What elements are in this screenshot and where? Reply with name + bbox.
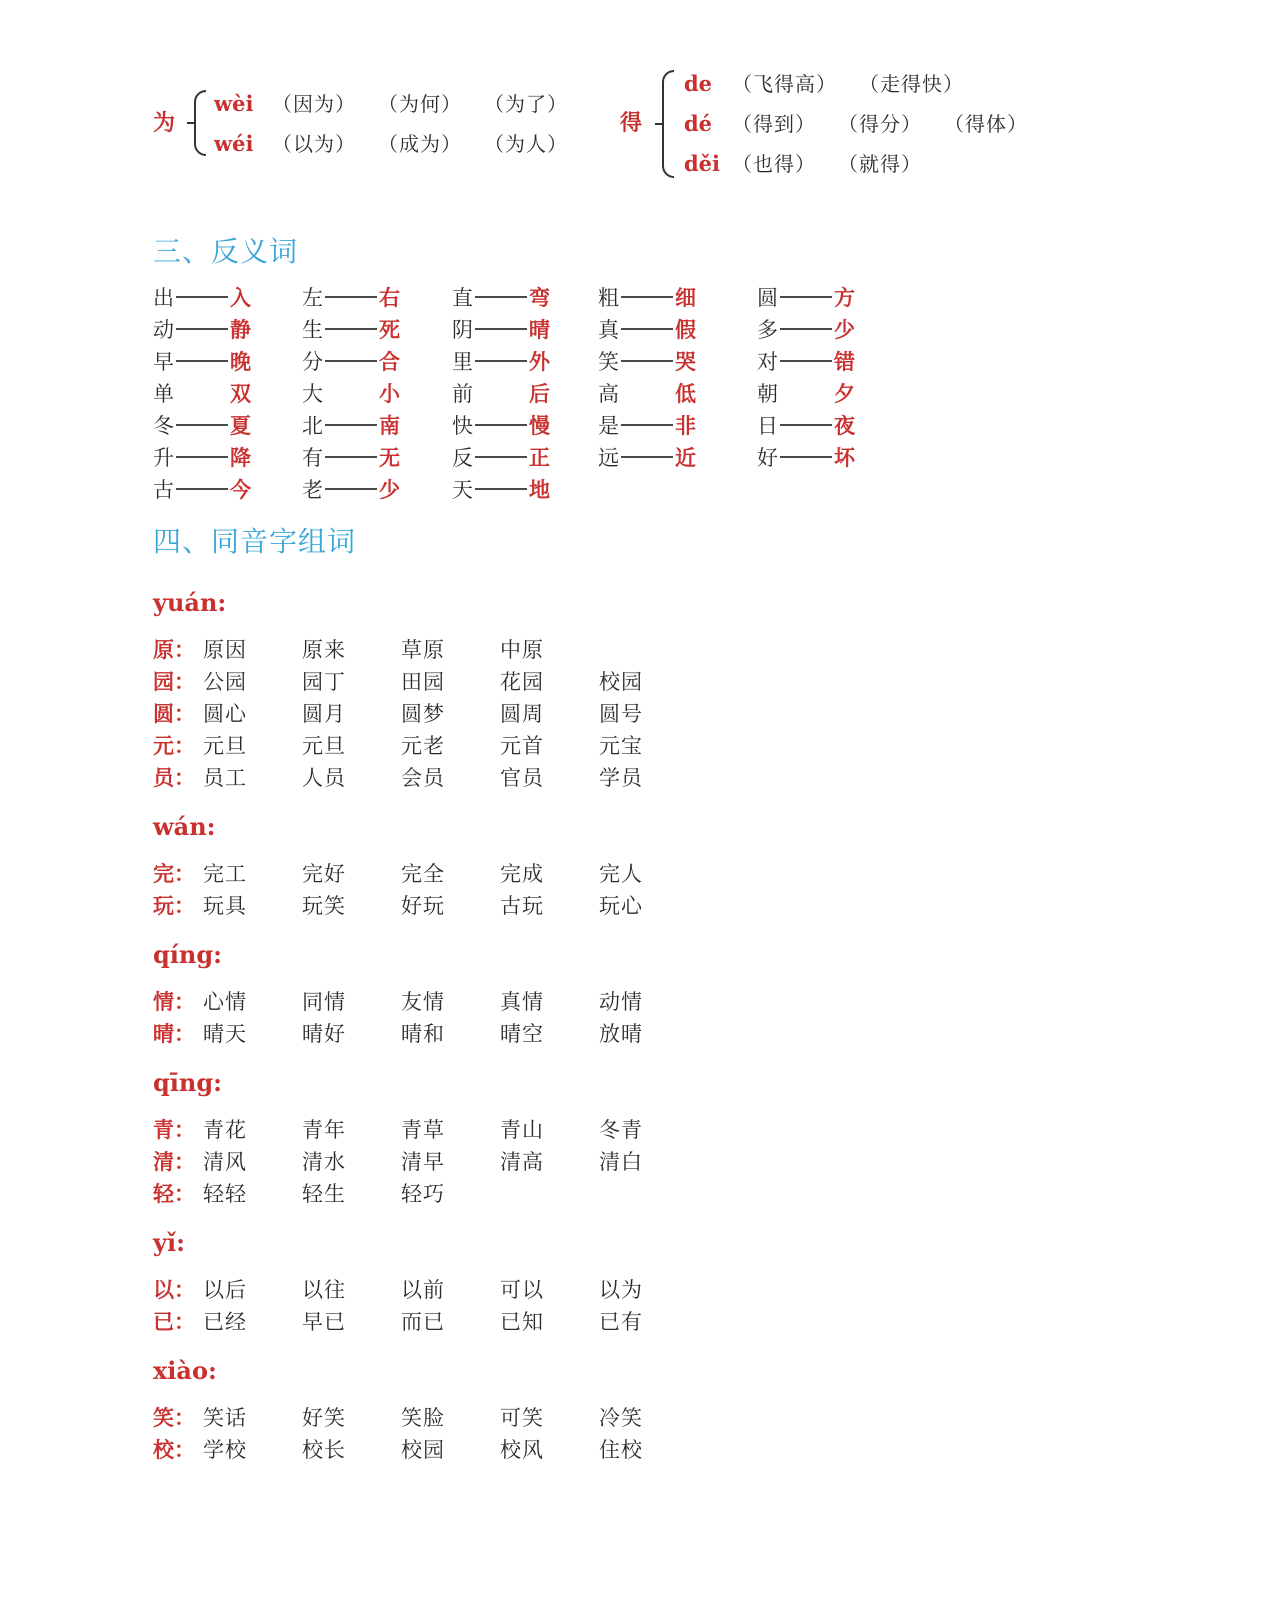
antonym-opposite: 近 — [675, 445, 696, 470]
homophone-char: 员： — [153, 765, 195, 790]
dash-separator — [176, 360, 228, 362]
homophone-word: 圆梦 — [401, 702, 445, 726]
homophone-word: 轻巧 — [401, 1182, 445, 1206]
antonym-word: 日 — [757, 414, 778, 438]
dash-separator — [325, 488, 377, 490]
homophone-word: 晴天 — [203, 1022, 247, 1046]
antonym-word: 北 — [302, 414, 323, 438]
antonym-word: 远 — [598, 446, 619, 470]
antonym-opposite: 地 — [529, 477, 550, 502]
antonym-word: 单 — [153, 382, 174, 406]
homophone-pinyin: wán: — [153, 812, 216, 841]
dash-separator — [780, 360, 832, 362]
dash-separator — [325, 296, 377, 298]
reading-word: （就得） — [838, 152, 922, 176]
reading-word: （得分） — [838, 112, 922, 136]
antonym-pair — [452, 346, 550, 376]
homophone-word: 笑脸 — [401, 1406, 445, 1430]
antonym-pair — [302, 346, 400, 376]
antonym-opposite: 右 — [379, 285, 400, 310]
antonym-opposite: 错 — [834, 349, 855, 374]
reading-word: （飞得高） — [732, 72, 837, 96]
reading-row — [214, 88, 590, 117]
reading-pinyin: dé — [684, 111, 713, 136]
antonym-opposite: 今 — [230, 477, 251, 502]
dash-separator — [325, 456, 377, 458]
antonym-opposite: 细 — [675, 285, 696, 310]
antonym-opposite: 非 — [675, 413, 696, 438]
dash-separator — [176, 328, 228, 330]
antonym-opposite: 弯 — [529, 285, 550, 310]
homophone-char: 情： — [153, 989, 195, 1014]
antonym-pair — [598, 282, 696, 312]
homophone-word: 公园 — [203, 670, 247, 694]
antonym-word: 阴 — [452, 318, 473, 342]
reading-row — [684, 108, 1050, 137]
homophone-word: 清高 — [500, 1150, 544, 1174]
antonym-pair — [598, 346, 696, 376]
antonym-pair — [302, 410, 400, 440]
antonym-pair — [598, 314, 696, 344]
antonym-pair — [302, 314, 400, 344]
antonym-word: 朝 — [757, 382, 778, 406]
reading-word: （为人） — [484, 132, 568, 156]
homophone-word: 好玩 — [401, 894, 445, 918]
homophone-word: 原因 — [203, 638, 247, 662]
homophone-word: 中原 — [500, 638, 544, 662]
antonym-word: 冬 — [153, 414, 174, 438]
reading-word: （也得） — [732, 152, 816, 176]
homophone-word: 轻轻 — [203, 1182, 247, 1206]
antonym-opposite: 静 — [230, 317, 251, 342]
homophone-char: 原： — [153, 637, 195, 662]
homophone-char: 园： — [153, 669, 195, 694]
homophone-word: 清水 — [302, 1150, 346, 1174]
homophone-word: 以前 — [401, 1278, 445, 1302]
antonym-opposite: 假 — [675, 317, 696, 342]
dash-separator — [780, 456, 832, 458]
antonym-word: 早 — [153, 350, 174, 374]
antonym-word: 高 — [598, 382, 619, 406]
antonym-word: 好 — [757, 446, 778, 470]
antonym-pair — [302, 282, 400, 312]
antonym-opposite: 夕 — [834, 381, 855, 406]
homophone-word: 完好 — [302, 862, 346, 886]
dash-separator — [325, 424, 377, 426]
homophone-word: 住校 — [599, 1438, 643, 1462]
antonym-pair — [153, 314, 251, 344]
antonym-opposite: 坏 — [834, 445, 855, 470]
antonym-pair — [153, 282, 251, 312]
antonym-pair — [153, 346, 251, 376]
antonym-word: 左 — [302, 286, 323, 310]
reading-word: （得体） — [944, 112, 1028, 136]
homophone-word: 冬青 — [599, 1118, 643, 1142]
dash-separator — [475, 360, 527, 362]
antonym-opposite: 少 — [379, 477, 400, 502]
antonym-opposite: 夜 — [834, 413, 855, 438]
homophone-word: 晴和 — [401, 1022, 445, 1046]
antonym-word: 出 — [153, 286, 174, 310]
antonym-word: 真 — [598, 318, 619, 342]
antonym-pair — [452, 410, 550, 440]
antonym-opposite: 入 — [230, 285, 251, 310]
homophone-word: 清早 — [401, 1150, 445, 1174]
homophone-word: 玩具 — [203, 894, 247, 918]
homophone-char: 已： — [153, 1309, 195, 1334]
homophone-word: 青年 — [302, 1118, 346, 1142]
antonym-opposite: 降 — [230, 445, 251, 470]
reading-word: （成为） — [378, 132, 462, 156]
antonym-pair — [598, 442, 696, 472]
reading-pinyin: wéi — [214, 131, 254, 156]
homophone-char: 笑： — [153, 1405, 195, 1430]
homophone-char: 晴： — [153, 1021, 195, 1046]
homophone-word: 员工 — [203, 766, 247, 790]
dash-separator — [621, 424, 673, 426]
homophone-word: 已经 — [203, 1310, 247, 1334]
dash-separator — [475, 488, 527, 490]
antonym-pair — [153, 410, 251, 440]
reading-row — [684, 148, 944, 177]
antonym-opposite: 南 — [379, 413, 400, 438]
antonym-opposite: 外 — [529, 349, 550, 374]
homophone-pinyin: qīng: — [153, 1068, 222, 1097]
antonym-pair — [452, 378, 550, 408]
reading-word: （得到） — [732, 112, 816, 136]
reading-word: （为何） — [378, 92, 462, 116]
antonym-pair — [452, 282, 550, 312]
dash-separator — [475, 456, 527, 458]
antonym-word: 动 — [153, 318, 174, 342]
reading-word: （走得快） — [859, 72, 964, 96]
dash-separator — [475, 424, 527, 426]
homophone-char: 完： — [153, 861, 195, 886]
homophone-word: 早已 — [302, 1310, 346, 1334]
polyphonic-char: 得 — [620, 110, 643, 136]
homophone-word: 完成 — [500, 862, 544, 886]
homophone-word: 官员 — [500, 766, 544, 790]
homophone-word: 完工 — [203, 862, 247, 886]
homophone-word: 花园 — [500, 670, 544, 694]
homophone-word: 元旦 — [203, 734, 247, 758]
homophone-char: 元： — [153, 733, 195, 758]
homophone-word: 圆心 — [203, 702, 247, 726]
dash-separator — [325, 328, 377, 330]
homophone-word: 好笑 — [302, 1406, 346, 1430]
homophone-word: 校园 — [599, 670, 643, 694]
antonym-opposite: 双 — [230, 381, 251, 406]
dash-separator — [621, 296, 673, 298]
antonym-pair — [757, 282, 855, 312]
homophone-word: 圆月 — [302, 702, 346, 726]
antonym-opposite: 哭 — [675, 349, 696, 374]
dash-separator — [621, 328, 673, 330]
homophone-word: 以后 — [203, 1278, 247, 1302]
antonym-opposite: 合 — [379, 349, 400, 374]
homophone-word: 已有 — [599, 1310, 643, 1334]
dash-separator — [621, 360, 673, 362]
homophone-char: 轻： — [153, 1181, 195, 1206]
antonym-word: 笑 — [598, 350, 619, 374]
reading-row — [684, 68, 986, 97]
homophone-word: 人员 — [302, 766, 346, 790]
antonym-opposite: 少 — [834, 317, 855, 342]
homophone-word: 园丁 — [302, 670, 346, 694]
dash-separator — [176, 488, 228, 490]
dash-separator — [325, 360, 377, 362]
antonym-pair — [452, 474, 550, 504]
antonym-word: 圆 — [757, 286, 778, 310]
antonym-word: 对 — [757, 350, 778, 374]
homophone-word: 校园 — [401, 1438, 445, 1462]
homophone-word: 青草 — [401, 1118, 445, 1142]
homophone-pinyin: yuán: — [153, 588, 227, 617]
antonym-opposite: 低 — [675, 381, 696, 406]
homophone-word: 以往 — [302, 1278, 346, 1302]
antonym-pair — [452, 442, 550, 472]
dash-separator — [780, 424, 832, 426]
homophone-word: 放晴 — [599, 1022, 643, 1046]
brace-icon — [194, 90, 206, 156]
homophone-word: 清白 — [599, 1150, 643, 1174]
homophone-word: 田园 — [401, 670, 445, 694]
reading-pinyin: wèi — [214, 91, 254, 116]
homophone-word: 而已 — [401, 1310, 445, 1334]
antonym-word: 多 — [757, 318, 778, 342]
homophone-word: 真情 — [500, 990, 544, 1014]
brace-icon — [662, 70, 674, 178]
polyphonic-char: 为 — [153, 110, 176, 136]
antonym-opposite: 死 — [379, 317, 400, 342]
antonym-opposite: 正 — [529, 445, 550, 470]
antonym-word: 天 — [452, 478, 473, 502]
homophone-word: 校风 — [500, 1438, 544, 1462]
antonym-pair — [153, 378, 251, 408]
homophone-word: 圆号 — [599, 702, 643, 726]
dash-separator — [176, 296, 228, 298]
section-heading-homophones: 四、同音字组词 — [153, 525, 357, 558]
section-heading-antonyms: 三、反义词 — [153, 235, 299, 268]
homophone-word: 晴空 — [500, 1022, 544, 1046]
reading-pinyin: de — [684, 71, 713, 96]
antonym-pair — [302, 474, 400, 504]
homophone-word: 可以 — [500, 1278, 544, 1302]
homophone-word: 可笑 — [500, 1406, 544, 1430]
homophone-pinyin: yǐ: — [153, 1228, 185, 1257]
antonym-opposite: 小 — [379, 381, 400, 406]
homophone-word: 元老 — [401, 734, 445, 758]
homophone-word: 青花 — [203, 1118, 247, 1142]
reading-row — [214, 128, 590, 157]
reading-word: （为了） — [484, 92, 568, 116]
reading-word: （因为） — [272, 92, 356, 116]
dash-separator — [780, 328, 832, 330]
reading-pinyin: děi — [684, 151, 721, 176]
antonym-pair — [757, 442, 855, 472]
homophone-char: 清： — [153, 1149, 195, 1174]
antonym-word: 直 — [452, 286, 473, 310]
antonym-pair — [302, 378, 400, 408]
homophone-char: 校： — [153, 1437, 195, 1462]
homophone-word: 心情 — [203, 990, 247, 1014]
antonym-pair — [757, 410, 855, 440]
antonym-word: 升 — [153, 446, 174, 470]
antonym-word: 前 — [452, 382, 473, 406]
antonym-word: 是 — [598, 414, 619, 438]
homophone-word: 轻生 — [302, 1182, 346, 1206]
homophone-word: 清风 — [203, 1150, 247, 1174]
antonym-pair — [598, 410, 696, 440]
homophone-word: 玩笑 — [302, 894, 346, 918]
antonym-word: 老 — [302, 478, 323, 502]
homophone-word: 动情 — [599, 990, 643, 1014]
homophone-word: 冷笑 — [599, 1406, 643, 1430]
antonym-word: 粗 — [598, 286, 619, 310]
antonym-pair — [757, 346, 855, 376]
dash-separator — [176, 424, 228, 426]
homophone-word: 学员 — [599, 766, 643, 790]
homophone-word: 元首 — [500, 734, 544, 758]
homophone-word: 以为 — [599, 1278, 643, 1302]
antonym-opposite: 夏 — [230, 413, 251, 438]
antonym-opposite: 方 — [834, 285, 855, 310]
homophone-char: 以： — [153, 1277, 195, 1302]
homophone-word: 笑话 — [203, 1406, 247, 1430]
antonym-word: 反 — [452, 446, 473, 470]
homophone-word: 完全 — [401, 862, 445, 886]
antonym-opposite: 慢 — [529, 413, 550, 438]
homophone-word: 青山 — [500, 1118, 544, 1142]
antonym-word: 古 — [153, 478, 174, 502]
homophone-char: 青： — [153, 1117, 195, 1142]
antonym-word: 快 — [452, 414, 473, 438]
antonym-opposite: 晴 — [529, 317, 550, 342]
antonym-opposite: 后 — [529, 381, 550, 406]
antonym-pair — [153, 442, 251, 472]
homophone-char: 圆： — [153, 701, 195, 726]
dash-separator — [621, 456, 673, 458]
homophone-word: 学校 — [203, 1438, 247, 1462]
dash-separator — [475, 296, 527, 298]
antonym-word: 里 — [452, 350, 473, 374]
homophone-word: 玩心 — [599, 894, 643, 918]
antonym-opposite: 晚 — [230, 349, 251, 374]
homophone-pinyin: qíng: — [153, 940, 222, 969]
antonym-opposite: 无 — [379, 445, 400, 470]
reading-word: （以为） — [272, 132, 356, 156]
antonym-pair — [598, 378, 696, 408]
homophone-word: 友情 — [401, 990, 445, 1014]
antonym-pair — [757, 378, 855, 408]
homophone-pinyin: xiào: — [153, 1356, 217, 1385]
antonym-pair — [452, 314, 550, 344]
homophone-word: 已知 — [500, 1310, 544, 1334]
antonym-word: 生 — [302, 318, 323, 342]
antonym-word: 大 — [302, 382, 323, 406]
dash-separator — [780, 296, 832, 298]
homophone-word: 原来 — [302, 638, 346, 662]
antonym-pair — [757, 314, 855, 344]
antonym-word: 有 — [302, 446, 323, 470]
homophone-word: 元旦 — [302, 734, 346, 758]
homophone-word: 完人 — [599, 862, 643, 886]
homophone-word: 会员 — [401, 766, 445, 790]
antonym-pair — [302, 442, 400, 472]
homophone-char: 玩： — [153, 893, 195, 918]
homophone-word: 校长 — [302, 1438, 346, 1462]
antonym-pair — [153, 474, 251, 504]
homophone-word: 晴好 — [302, 1022, 346, 1046]
dash-separator — [475, 328, 527, 330]
homophone-word: 圆周 — [500, 702, 544, 726]
homophone-word: 同情 — [302, 990, 346, 1014]
homophone-word: 古玩 — [500, 894, 544, 918]
homophone-word: 元宝 — [599, 734, 643, 758]
antonym-word: 分 — [302, 350, 323, 374]
dash-separator — [176, 456, 228, 458]
homophone-word: 草原 — [401, 638, 445, 662]
